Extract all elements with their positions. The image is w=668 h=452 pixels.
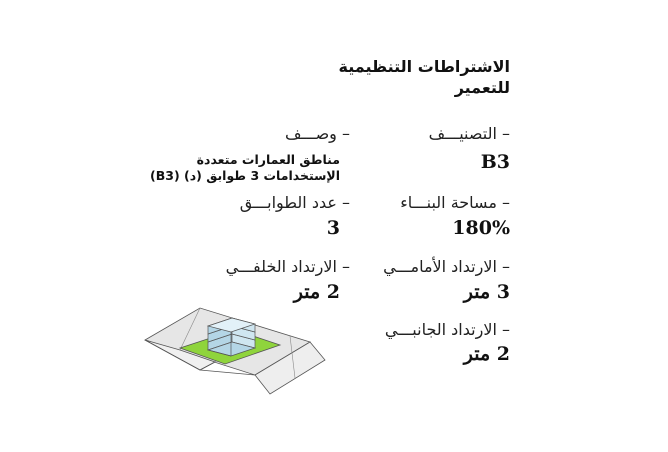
rear-setback-label: – الارتداد الخلفـــي — [226, 257, 350, 276]
page-title — [339, 56, 510, 98]
side-setback-label: – الارتداد الجانبـــي — [385, 320, 510, 339]
front-setback-label: – الارتداد الأمامـــي — [383, 257, 510, 276]
floors-value: 3 — [326, 217, 340, 239]
rear-setback-value: 2 متر — [293, 281, 340, 303]
side-setback-value: 2 متر — [463, 343, 510, 365]
title-line-2: للتعمير — [454, 78, 510, 97]
description-text — [150, 152, 340, 184]
description-line-1: مناطق العمارات متعددة — [196, 152, 340, 167]
classification-label: – التصنيـــف — [429, 124, 510, 143]
classification-value: B3 — [480, 151, 510, 173]
building-area-value: 180% — [452, 217, 510, 239]
building-area-label: – مساحة البنـــاء — [400, 193, 510, 212]
description-line-2: الإستخدامات 3 طوابق (د) (B3) — [150, 168, 340, 183]
floors-label: – عدد الطوابـــق — [240, 193, 350, 212]
plot-illustration — [140, 300, 330, 400]
title-line-1: الاشتراطات التنظيمية — [338, 57, 510, 76]
front-setback-value: 3 متر — [463, 281, 510, 303]
description-label: – وصـــف — [285, 124, 350, 143]
